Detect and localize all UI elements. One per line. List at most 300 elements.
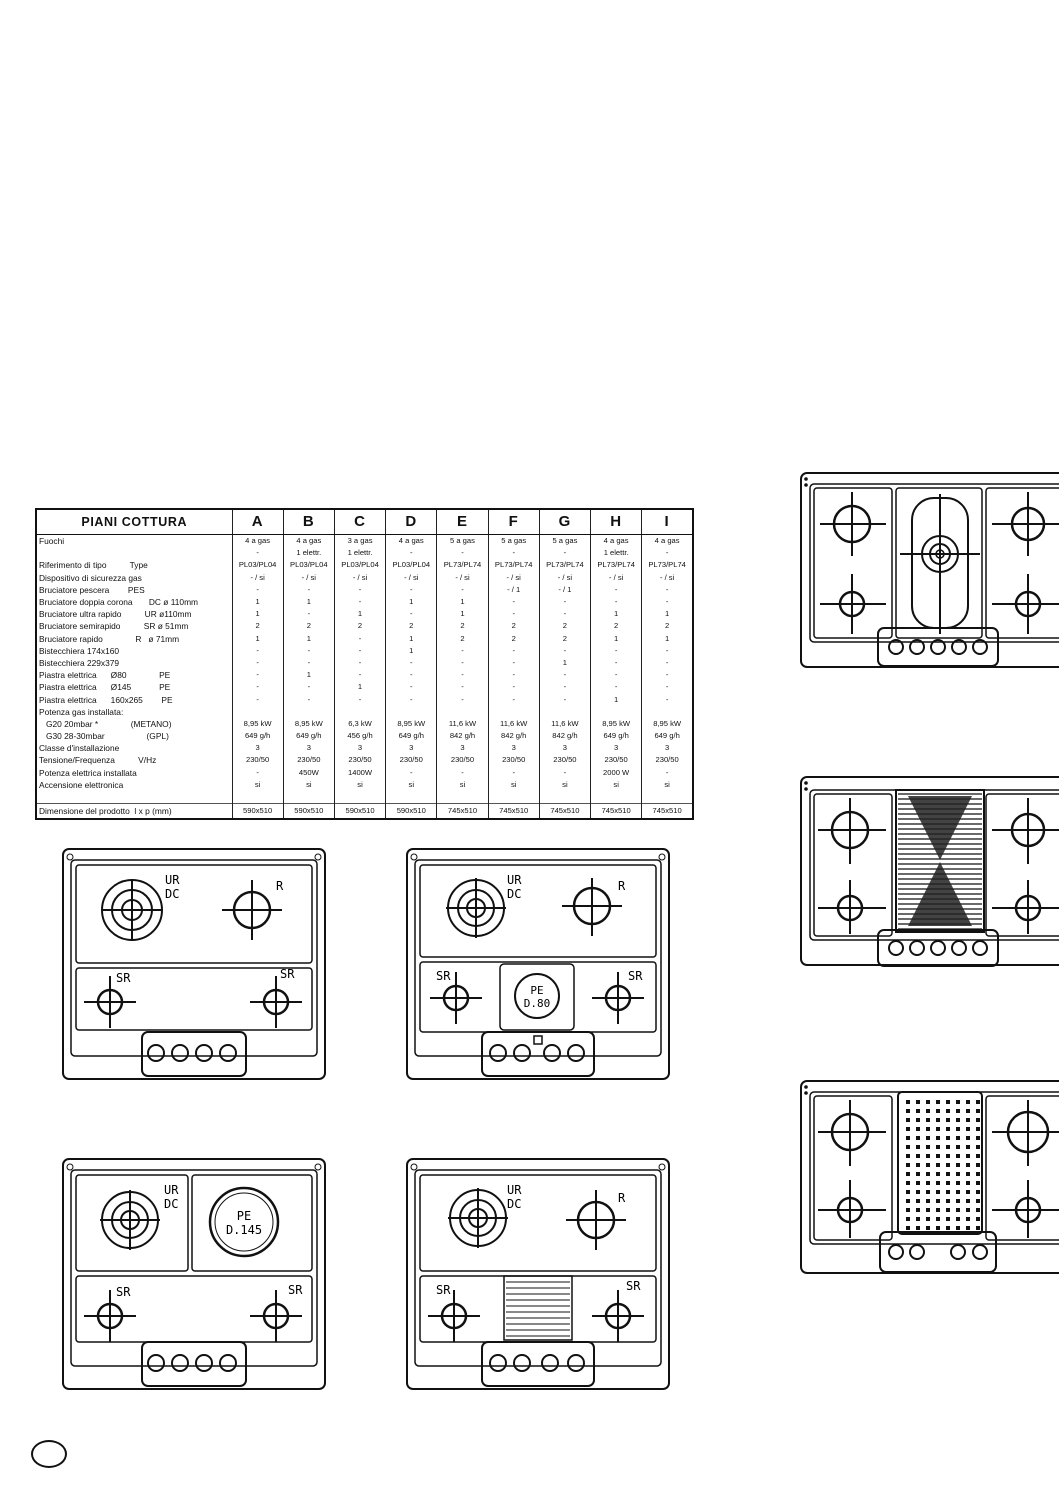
spec-cell: -: [539, 596, 590, 608]
spec-row-label: Bruciatore pescera PES: [39, 584, 145, 595]
label-sr-right: SR: [628, 969, 643, 983]
spec-cell: -: [437, 669, 488, 681]
spec-row: [36, 584, 693, 596]
spec-cell: 1: [232, 596, 283, 608]
label-r: R: [618, 879, 626, 893]
spec-cell: -: [539, 645, 590, 657]
hob-grill-svg: [406, 1158, 670, 1390]
spec-cell: -: [232, 681, 283, 693]
hob-pe80-svg: [406, 848, 670, 1080]
spec-cell: [488, 706, 539, 718]
spec-cell: -: [642, 681, 693, 693]
spec-cell: 230/50: [539, 754, 590, 766]
spec-row-label: Dimensione del prodotto l x p (mm): [36, 804, 232, 820]
spec-cell: -: [488, 693, 539, 705]
spec-cell: - / 1: [539, 584, 590, 596]
spec-table-body: [36, 535, 693, 820]
spec-cell: -: [283, 693, 334, 705]
spec-cell: 1: [283, 669, 334, 681]
spec-cell: 2: [437, 633, 488, 645]
spec-column-e: E: [437, 509, 488, 535]
spec-cell: 230/50: [591, 754, 642, 766]
spec-cell: -: [539, 669, 590, 681]
spec-cell: PL73/PL74: [642, 559, 693, 571]
spec-cell: 11,6 kW: [488, 718, 539, 730]
spec-cell: PL03/PL04: [386, 559, 437, 571]
griddle-plate-icon: [896, 790, 984, 932]
spec-cell: [334, 706, 385, 718]
spec-cell: [488, 791, 539, 804]
knob-panel: [482, 1342, 594, 1386]
spec-cell: 842 g/h: [437, 730, 488, 742]
spec-cell: [437, 791, 488, 804]
spec-cell: 2: [437, 620, 488, 632]
label-sr-left: SR: [116, 1285, 131, 1299]
burner-r-icon: [566, 1190, 626, 1250]
burner-left-bottom-icon: [818, 1180, 886, 1238]
label-pe: PE: [236, 1209, 252, 1223]
spec-column-h: H: [591, 509, 642, 535]
label-sr-left: SR: [436, 1283, 451, 1297]
spec-cell: -: [437, 693, 488, 705]
spec-cell: 3: [283, 742, 334, 754]
spec-cell: 8,95 kW: [591, 718, 642, 730]
spec-row: [36, 693, 693, 705]
spec-row: [36, 681, 693, 693]
spec-cell: 1: [437, 608, 488, 620]
label-dc: DC: [507, 887, 522, 901]
spec-row: [36, 669, 693, 681]
spec-row: [36, 559, 693, 571]
spec-cell: - / si: [283, 572, 334, 584]
grill-plate-icon: [504, 1276, 572, 1340]
burner-left-top-icon: [818, 1100, 886, 1166]
label-ur: UR: [165, 873, 180, 887]
label-sr-right: SR: [626, 1279, 641, 1293]
spec-cell: -: [539, 767, 590, 779]
spec-cell: si: [642, 779, 693, 791]
spec-cell: [642, 791, 693, 804]
label-dc: DC: [164, 1197, 179, 1211]
spec-cell: 1: [386, 645, 437, 657]
spec-cell: 2: [283, 620, 334, 632]
spec-cell: 1: [232, 633, 283, 645]
spec-cell: 8,95 kW: [386, 718, 437, 730]
spec-cell: - / si: [437, 572, 488, 584]
spec-row-label: Classe d'installazione: [39, 743, 120, 754]
spec-row: [36, 645, 693, 657]
burner-ur-dc-icon: [100, 1190, 160, 1250]
spec-cell: 649 g/h: [642, 730, 693, 742]
spec-row-label: Potenza gas installata:: [39, 706, 124, 717]
spec-cell: 5 a gas: [539, 535, 590, 548]
spec-column-f: F: [488, 509, 539, 535]
label-ur: UR: [507, 873, 522, 887]
label-dc: DC: [165, 887, 180, 901]
hob-drawing-fish-burner: [800, 472, 1059, 670]
spec-cell: 8,95 kW: [642, 718, 693, 730]
burner-sr-left-icon: [428, 1290, 480, 1342]
spec-column-d: D: [386, 509, 437, 535]
page-number-oval: [31, 1440, 67, 1468]
spec-cell: 2: [539, 633, 590, 645]
spec-row-label: G20 20mbar * (METANO): [39, 718, 172, 729]
burner-r-icon: [222, 880, 282, 940]
spec-column-b: B: [283, 509, 334, 535]
spec-cell: -: [334, 657, 385, 669]
spec-cell: -: [437, 681, 488, 693]
hob-plate-large-svg: [800, 1080, 1059, 1276]
spec-cell: -: [642, 645, 693, 657]
burner-left-top-icon: [820, 492, 886, 556]
hob-4-burner-svg: [62, 848, 326, 1080]
spec-cell: 1: [591, 693, 642, 705]
spec-row-label: [36, 791, 232, 804]
label-ur: UR: [507, 1183, 522, 1197]
spec-cell: [642, 706, 693, 718]
spec-cell: -: [539, 547, 590, 559]
burner-right-top-icon: [992, 492, 1059, 556]
spec-cell: 2000 W: [591, 767, 642, 779]
spec-cell: -: [488, 767, 539, 779]
spec-cell: 230/50: [232, 754, 283, 766]
spec-cell: 4 a gas: [386, 535, 437, 548]
burner-ur-dc-icon: [446, 878, 506, 938]
hob-griddle-svg: [800, 776, 1059, 974]
electric-plate-large-icon: [898, 1092, 982, 1234]
spec-cell: 3 a gas: [334, 535, 385, 548]
burner-right-top-icon: [992, 798, 1059, 864]
spec-cell: [386, 791, 437, 804]
spec-cell: 1: [591, 633, 642, 645]
spec-cell: -: [232, 693, 283, 705]
spec-table-title: PIANI COTTURA: [36, 509, 232, 535]
spec-cell: -: [591, 681, 642, 693]
hob-drawing-griddle: [800, 776, 1059, 974]
spec-cell: 450W: [283, 767, 334, 779]
spec-cell: PL73/PL74: [591, 559, 642, 571]
spec-cell: 2: [591, 620, 642, 632]
spec-column-g: G: [539, 509, 590, 535]
spec-cell: -: [437, 645, 488, 657]
spec-cell: 4 a gas: [642, 535, 693, 548]
spec-table: [35, 508, 694, 820]
spec-cell: 1: [437, 596, 488, 608]
spec-cell: -: [488, 657, 539, 669]
spec-cell: 649 g/h: [232, 730, 283, 742]
spec-cell: 590x510: [334, 804, 385, 820]
label-d145: D.145: [225, 1223, 263, 1237]
spec-row-label: Bruciatore ultra rapido UR ø110mm: [39, 609, 192, 620]
spec-cell: -: [232, 669, 283, 681]
spec-cell: [591, 791, 642, 804]
spec-cell: si: [437, 779, 488, 791]
burner-sr-right-icon: [250, 976, 302, 1028]
spec-row: [36, 718, 693, 730]
spec-cell: -: [283, 608, 334, 620]
spec-cell: 1: [334, 681, 385, 693]
label-sr-right: SR: [280, 967, 295, 981]
spec-cell: [334, 791, 385, 804]
burner-right-bottom-icon: [992, 880, 1059, 934]
spec-cell: -: [232, 657, 283, 669]
spec-cell: 1: [386, 633, 437, 645]
burner-ur-dc-icon: [102, 880, 162, 940]
spec-cell: -: [437, 767, 488, 779]
spec-cell: 590x510: [386, 804, 437, 820]
spec-cell: -: [591, 596, 642, 608]
spec-cell: PL73/PL74: [488, 559, 539, 571]
spec-cell: [232, 706, 283, 718]
spec-cell: - / si: [642, 572, 693, 584]
hob-pe145-svg: [62, 1158, 326, 1390]
spec-cell: 2: [386, 620, 437, 632]
spec-cell: PL03/PL04: [334, 559, 385, 571]
spec-cell: -: [591, 669, 642, 681]
spec-row-label: Potenza elettrica installata: [39, 767, 137, 778]
spec-cell: 745x510: [488, 804, 539, 820]
spec-cell: -: [386, 767, 437, 779]
spec-cell: 4 a gas: [283, 535, 334, 548]
spec-cell: -: [283, 645, 334, 657]
spec-cell: 230/50: [642, 754, 693, 766]
spec-column-c: C: [334, 509, 385, 535]
spec-row: [36, 791, 693, 804]
burner-r-icon: [562, 878, 622, 936]
spec-row-label: Bistecchiera 174x160: [39, 645, 120, 656]
spec-cell: 649 g/h: [283, 730, 334, 742]
spec-cell: -: [642, 767, 693, 779]
spec-cell: 745x510: [642, 804, 693, 820]
spec-cell: 2: [642, 620, 693, 632]
knob-panel: [142, 1342, 246, 1386]
spec-row: [36, 596, 693, 608]
burner-left-bottom-icon: [820, 574, 886, 634]
spec-cell: -: [334, 584, 385, 596]
hob-drawing-grill: [406, 1158, 670, 1390]
spec-cell: - / 1: [488, 584, 539, 596]
spec-cell: PL03/PL04: [232, 559, 283, 571]
spec-cell: 3: [437, 742, 488, 754]
spec-cell: -: [386, 693, 437, 705]
spec-row-label: [36, 547, 232, 559]
hob-fish-svg: [800, 472, 1059, 670]
spec-cell: si: [232, 779, 283, 791]
spec-cell: -: [539, 693, 590, 705]
burner-right-bottom-icon: [992, 574, 1059, 634]
spec-cell: 3: [642, 742, 693, 754]
spec-cell: 745x510: [591, 804, 642, 820]
spec-cell: -: [386, 669, 437, 681]
spec-cell: -: [283, 584, 334, 596]
spec-cell: 1: [591, 608, 642, 620]
label-dc: DC: [507, 1197, 522, 1211]
burner-sr-right-icon: [592, 1290, 644, 1342]
spec-row: [36, 730, 693, 742]
spec-cell: si: [283, 779, 334, 791]
spec-cell: 5 a gas: [488, 535, 539, 548]
spec-cell: - / si: [232, 572, 283, 584]
label-sr-left: SR: [436, 969, 451, 983]
spec-cell: 230/50: [437, 754, 488, 766]
spec-row: [36, 754, 693, 766]
spec-cell: 6,3 kW: [334, 718, 385, 730]
spec-row: [36, 547, 693, 559]
spec-cell: - / si: [591, 572, 642, 584]
spec-cell: -: [334, 669, 385, 681]
spec-cell: -: [386, 547, 437, 559]
spec-cell: -: [283, 657, 334, 669]
spec-cell: -: [591, 584, 642, 596]
hob-drawing-4-burner: [62, 848, 326, 1080]
spec-cell: - / si: [386, 572, 437, 584]
spec-cell: 230/50: [386, 754, 437, 766]
spec-cell: -: [539, 608, 590, 620]
spec-cell: -: [334, 633, 385, 645]
spec-row-label: Piastra elettrica 160x265 PE: [39, 694, 173, 705]
spec-row-label: Dispositivo di sicurezza gas: [39, 572, 142, 583]
spec-row-label: Piastra elettrica Ø80 PE: [39, 670, 171, 681]
spec-cell: -: [488, 547, 539, 559]
spec-cell: si: [488, 779, 539, 791]
spec-cell: 3: [386, 742, 437, 754]
burner-left-top-icon: [818, 798, 886, 864]
spec-cell: si: [334, 779, 385, 791]
spec-cell: 1: [334, 608, 385, 620]
burner-left-bottom-icon: [818, 880, 886, 934]
spec-row-label: Bruciatore rapido R ø 71mm: [39, 633, 180, 644]
spec-cell: si: [539, 779, 590, 791]
spec-cell: 2: [488, 620, 539, 632]
spec-row-label: G30 28-30mbar (GPL): [39, 731, 169, 742]
spec-cell: -: [386, 608, 437, 620]
spec-row: [36, 608, 693, 620]
spec-cell: 5 a gas: [437, 535, 488, 548]
spec-cell: -: [488, 669, 539, 681]
spec-cell: -: [334, 645, 385, 657]
spec-cell: [283, 706, 334, 718]
spec-cell: [539, 706, 590, 718]
spec-cell: 1: [386, 596, 437, 608]
spec-cell: 649 g/h: [591, 730, 642, 742]
spec-cell: -: [437, 657, 488, 669]
spec-cell: PL03/PL04: [283, 559, 334, 571]
spec-cell: 649 g/h: [386, 730, 437, 742]
label-pe: PE: [530, 984, 544, 997]
spec-row: [36, 706, 693, 718]
spec-cell: -: [386, 681, 437, 693]
spec-cell: 2: [334, 620, 385, 632]
spec-table-header: [36, 509, 693, 535]
spec-cell: -: [488, 608, 539, 620]
fish-burner-icon: [900, 494, 980, 634]
spec-cell: 1 elettr.: [591, 547, 642, 559]
spec-cell: 1: [283, 633, 334, 645]
spec-cell: 842 g/h: [488, 730, 539, 742]
spec-row-label: Bruciatore doppia corona DC ø 110mm: [39, 597, 199, 608]
spec-row-label: Accensione elettronica: [39, 779, 124, 790]
spec-cell: [437, 706, 488, 718]
hob-drawing-electric-plate-large: [800, 1080, 1059, 1276]
burner-right-bottom-icon: [992, 1180, 1059, 1238]
spec-row-label: Tensione/Frequenza V/Hz: [39, 755, 157, 766]
spec-cell: si: [591, 779, 642, 791]
spec-cell: 4 a gas: [232, 535, 283, 548]
spec-cell: -: [642, 584, 693, 596]
spec-cell: 1400W: [334, 767, 385, 779]
burner-sr-right-icon: [250, 1290, 302, 1342]
knob-panel: [880, 1232, 996, 1272]
spec-cell: 3: [232, 742, 283, 754]
spec-cell: - / si: [334, 572, 385, 584]
spec-cell: [591, 706, 642, 718]
spec-cell: -: [437, 547, 488, 559]
spec-cell: 8,95 kW: [232, 718, 283, 730]
spec-column-a: A: [232, 509, 283, 535]
label-sr-left: SR: [116, 971, 131, 985]
spec-cell: -: [488, 681, 539, 693]
hob-drawing-pe-80: [406, 848, 670, 1080]
knob-panel: [482, 1032, 594, 1076]
spec-cell: -: [232, 645, 283, 657]
spec-cell: 2: [488, 633, 539, 645]
spec-row-label: Bistecchiera 229x379: [39, 657, 120, 668]
spec-cell: -: [488, 645, 539, 657]
spec-cell: -: [386, 584, 437, 596]
knob-panel: [142, 1032, 246, 1076]
spec-cell: 1: [283, 596, 334, 608]
spec-cell: 2: [539, 620, 590, 632]
spec-row: [36, 657, 693, 669]
spec-cell: -: [642, 693, 693, 705]
burner-right-top-icon: [992, 1100, 1059, 1166]
spec-cell: -: [642, 657, 693, 669]
spec-cell: - / si: [539, 572, 590, 584]
spec-cell: -: [642, 596, 693, 608]
spec-cell: [386, 706, 437, 718]
spec-cell: 745x510: [437, 804, 488, 820]
hob-drawing-pe-145: [62, 1158, 326, 1390]
spec-row: [36, 572, 693, 584]
spec-cell: [232, 791, 283, 804]
spec-row-label: Fuochi: [39, 536, 65, 547]
spec-cell: 1: [642, 608, 693, 620]
label-sr-right: SR: [288, 1283, 303, 1297]
label-ur: UR: [164, 1183, 179, 1197]
spec-cell: 1 elettr.: [334, 547, 385, 559]
spec-row: [36, 620, 693, 632]
spec-row: [36, 535, 693, 548]
spec-cell: -: [539, 681, 590, 693]
spec-cell: 3: [591, 742, 642, 754]
spec-row: [36, 742, 693, 754]
spec-row-label: Piastra elettrica Ø145 PE: [39, 682, 171, 693]
spec-cell: 1: [539, 657, 590, 669]
spec-cell: -: [334, 596, 385, 608]
spec-column-i: I: [642, 509, 693, 535]
spec-row: [36, 633, 693, 645]
spec-cell: [539, 791, 590, 804]
spec-row: [36, 767, 693, 779]
spec-cell: 1: [232, 608, 283, 620]
spec-cell: -: [283, 681, 334, 693]
label-r: R: [276, 879, 284, 893]
spec-cell: -: [642, 547, 693, 559]
spec-cell: 745x510: [539, 804, 590, 820]
spec-cell: [283, 791, 334, 804]
spec-cell: -: [386, 657, 437, 669]
spec-cell: -: [437, 584, 488, 596]
